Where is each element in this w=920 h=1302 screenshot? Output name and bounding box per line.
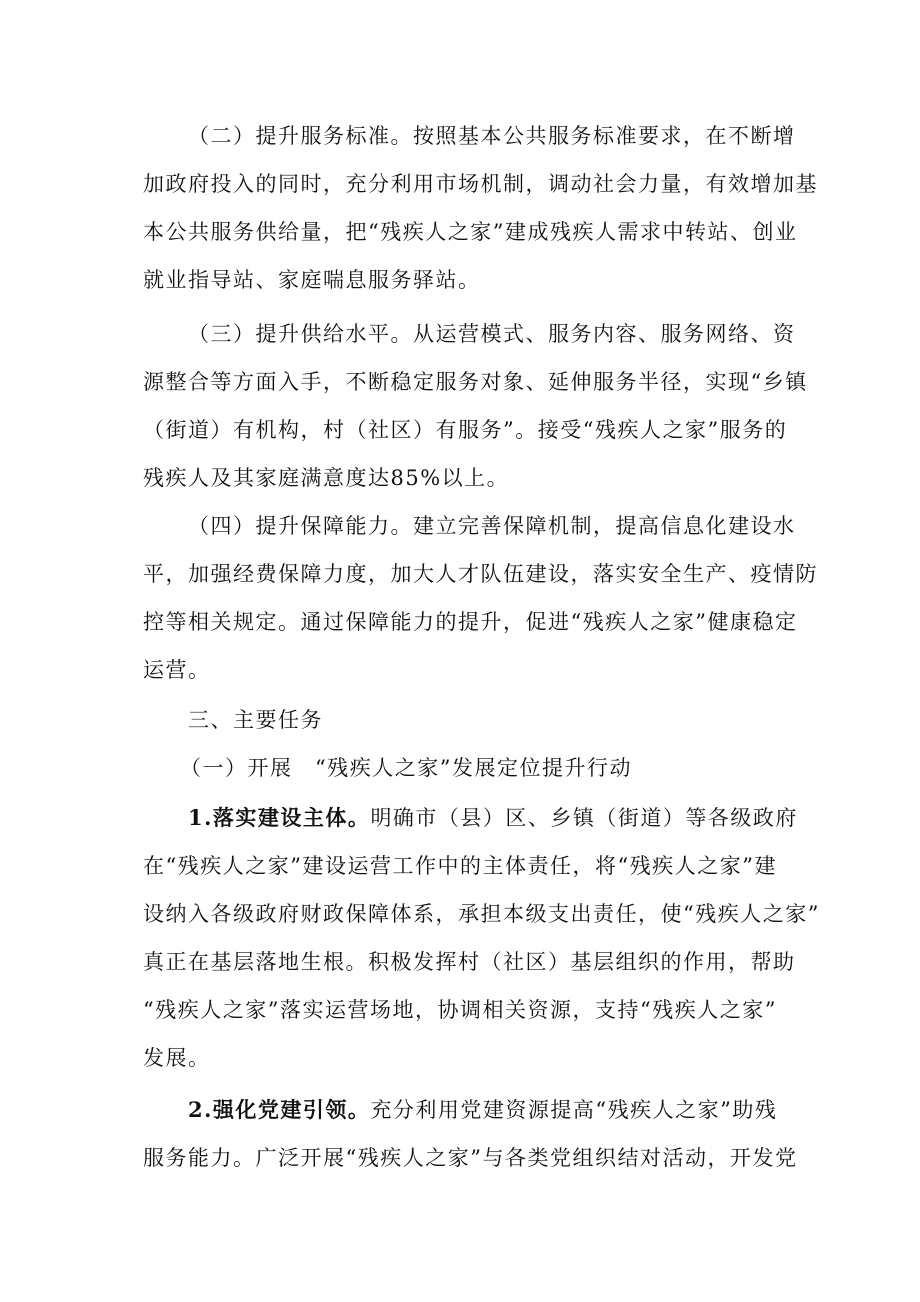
paragraph-line: 残疾人及其家庭满意度达85%以上。 — [143, 466, 510, 490]
paragraph-line: 平，加强经费保障力度，加大人才队伍建设，落实安全生产、疫情防 — [143, 562, 818, 586]
paragraph-line: 设纳入各级政府财政保障体系，承担本级支出责任，使“残疾人之家” — [143, 902, 820, 926]
item-text: 充分利用党建资源提高“残疾人之家”助残 — [370, 1098, 778, 1122]
paragraph-line: 源整合等方面入手，不断稳定服务对象、延伸服务半径，实现“乡镇 — [143, 370, 808, 394]
section-heading: 三、主要任务 — [188, 708, 323, 732]
item-heading: 1.落实建设主体。 — [188, 805, 371, 830]
paragraph-line — [188, 802, 838, 850]
paragraph-line: 服务能力。广泛开展“残疾人之家”与各类党组织结对活动，开发党 — [143, 1146, 798, 1170]
paragraph-line: 本公共服务供给量，把“残疾人之家”建成残疾人需求中转站、创业 — [143, 220, 798, 244]
item-heading: 2.强化党建引领。 — [188, 1097, 371, 1122]
paragraph-line: （三）提升供给水平。从运营模式、服务内容、服务网络、资 — [188, 322, 796, 346]
paragraph-line: 加政府投入的同时，充分利用市场机制，调动社会力量，有效增加基 — [143, 172, 818, 196]
paragraph-line: “残疾人之家”落实运营场地，协调相关资源，支持“残疾人之家” — [143, 998, 777, 1022]
paragraph-line: （街道）有机构，村（社区）有服务”。接受“残疾人之家”服务的 — [143, 418, 788, 442]
paragraph-line: 在“残疾人之家”建设运营工作中的主体责任，将“残疾人之家”建 — [143, 854, 777, 878]
paragraph-line: （四）提升保障能力。建立完善保障机制，提高信息化建设水 — [188, 514, 796, 538]
paragraph-line: 控等相关规定。通过保障能力的提升，促进“残疾人之家”健康稳定 — [143, 610, 798, 634]
item-text: 明确市（县）区、乡镇（街道）等各级政府 — [370, 806, 798, 830]
paragraph-line: 发展。 — [143, 1046, 211, 1070]
paragraph-line: （二）提升服务标准。按照基本公共服务标准要求，在不断增 — [188, 124, 796, 148]
paragraph-line: 真正在基层落地生根。积极发挥村（社区）基层组织的作用，帮助 — [143, 950, 796, 974]
paragraph-line: 运营。 — [143, 658, 211, 682]
paragraph-line: 就业指导站、家庭喘息服务驿站。 — [143, 268, 481, 292]
paragraph-line — [188, 1094, 838, 1142]
subsection-heading: （一）开展 “残疾人之家”发展定位提升行动 — [180, 756, 632, 780]
